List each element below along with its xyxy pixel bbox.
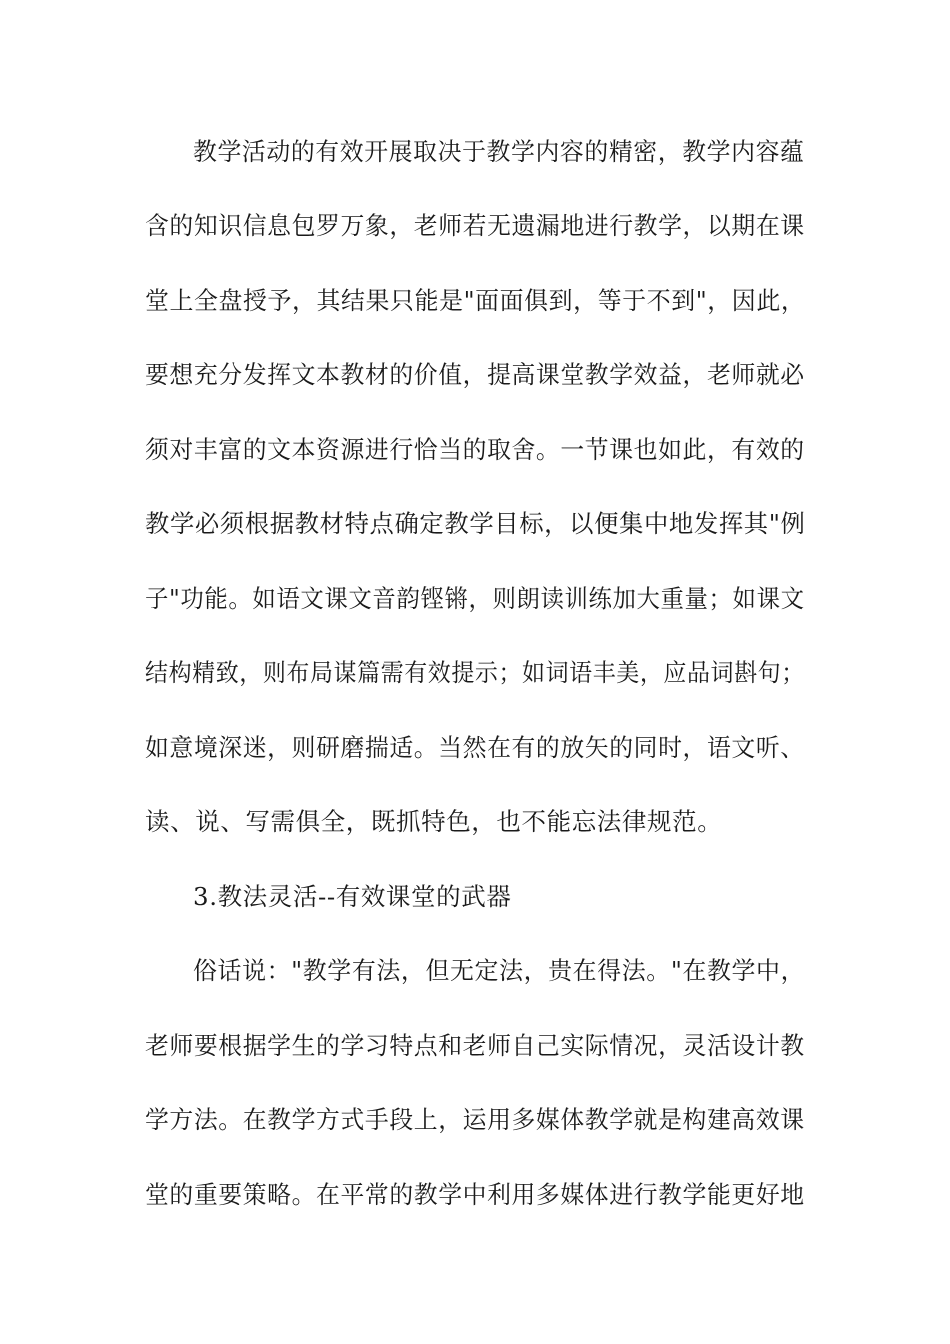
paragraph-1-line-7: 子"功能。如语文课文音韵铿锵，则朗读训练加大重量；如课文 [145,584,805,613]
paragraph-2-line-4: 堂的重要策略。在平常的教学中利用多媒体进行教学能更好地 [145,1180,805,1209]
paragraph-2-line-2: 老师要根据学生的学习特点和老师自己实际情况，灵活设计教 [145,1031,805,1060]
paragraph-1-line-8: 结构精致，则布局谋篇需有效提示；如词语丰美，应品词斟句； [145,658,805,687]
paragraph-1-line-10: 读、说、写需俱全，既抓特色，也不能忘法律规范。 [145,807,723,836]
paragraph-1-line-3: 堂上全盘授予，其结果只能是"面面俱到，等于不到"，因此， [145,286,806,315]
paragraph-1-line-4: 要想充分发挥文本教材的价值，提高课堂教学效益，老师就必 [145,360,805,389]
paragraph-1-line-1: 教学活动的有效开展取决于教学内容的精密，教学内容蕴 [193,137,805,166]
paragraph-1-line-9: 如意境深迷，则研磨揣适。当然在有的放矢的同时，语文听、 [145,733,805,762]
paragraph-2-line-3: 学方法。在教学方式手段上，运用多媒体教学就是构建高效课 [145,1105,805,1134]
paragraph-1-line-5: 须对丰富的文本资源进行恰当的取舍。一节课也如此，有效的 [145,435,805,464]
paragraph-1-line-6: 教学必须根据教材特点确定教学目标，以便集中地发挥其"例 [145,509,806,538]
paragraph-1-line-2: 含的知识信息包罗万象，老师若无遗漏地进行教学，以期在课 [145,211,805,240]
section-heading: 3.教法灵活--有效课堂的武器 [193,882,512,911]
paragraph-2-line-1: 俗话说："教学有法，但无定法，贵在得法。"在教学中， [193,956,806,985]
